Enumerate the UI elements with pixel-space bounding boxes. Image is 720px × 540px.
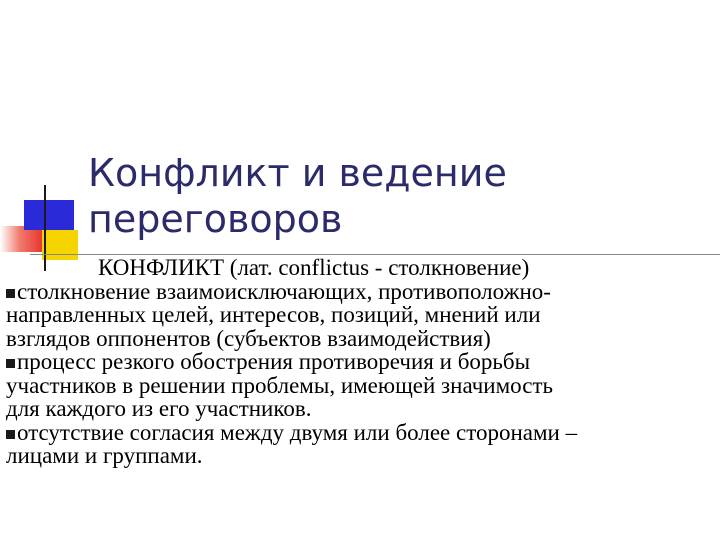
decor-blue-block bbox=[24, 200, 74, 230]
bullet-item-3-line-1: отсутствие согласия между двумя или более сторонами – bbox=[6, 421, 718, 445]
title-line-2: переговоров bbox=[88, 197, 343, 241]
bullet-item-2-line-3: для каждого из его участников. bbox=[6, 396, 312, 421]
square-bullet-icon bbox=[6, 430, 15, 439]
bullet-item-2-line-2: участников в решении проблемы, имеющей значимость bbox=[6, 372, 553, 398]
slide-body bbox=[6, 256, 718, 468]
bullet-item-1-line-2: направленных целей, интересов, позиций, мнений или bbox=[6, 302, 541, 327]
bullet-item-3 bbox=[6, 421, 718, 468]
bullet-item-3-line-2: лицами и группами. bbox=[6, 443, 203, 468]
bullet-item-1 bbox=[6, 280, 718, 351]
slide-title bbox=[88, 150, 688, 242]
square-bullet-icon bbox=[6, 359, 15, 368]
bullet-item-2 bbox=[6, 350, 718, 421]
bullet-item-1-line-3: взглядов оппонентов (субъектов взаимодействия) bbox=[6, 325, 491, 351]
lead-line: КОНФЛИКТ (лат. conflictus - столкновение) bbox=[98, 255, 530, 280]
square-bullet-icon bbox=[6, 289, 15, 298]
bullet-item-2-line-1: процесс резкого обострения противоречия и борьбы bbox=[6, 350, 718, 374]
title-line-1: Конфликт и ведение bbox=[88, 151, 507, 195]
bullet-item-1-line-1: столкновение взаимоисключающих, противоположно- bbox=[6, 280, 718, 304]
